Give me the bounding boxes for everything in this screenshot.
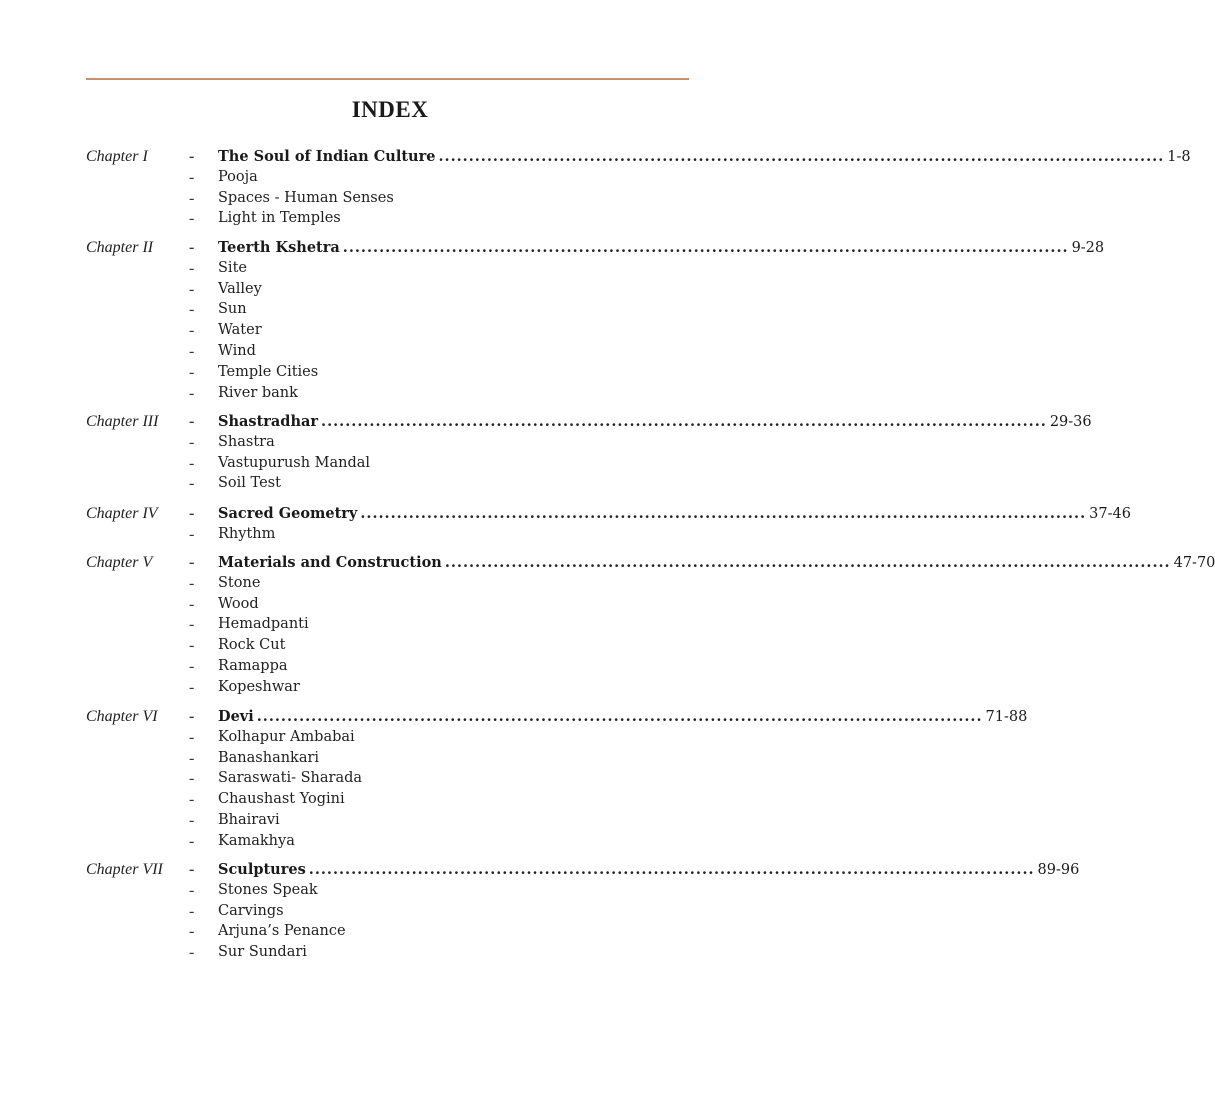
page-range: 71-88 <box>985 709 1028 725</box>
dash-marker: - <box>189 280 195 298</box>
dash-marker: - <box>189 728 195 746</box>
page-range: 37-46 <box>1089 506 1131 522</box>
topic-item[interactable]: Wind <box>218 342 256 359</box>
topic-item[interactable]: Vastupurush Mandal <box>218 454 371 471</box>
topic-item[interactable]: Temple Cities <box>218 363 319 380</box>
chapter-title[interactable]: Materials and Construction <box>218 554 442 571</box>
dash-marker: - <box>189 322 195 340</box>
topic-row <box>0 260 780 281</box>
topic-row <box>0 364 780 385</box>
topic-item[interactable]: Soil Test <box>218 475 281 492</box>
topic-item[interactable]: Rock Cut <box>218 637 286 654</box>
topic-row <box>0 791 780 812</box>
chapter-heading-row <box>0 708 1028 729</box>
chapter-label: Chapter II <box>86 239 154 256</box>
topic-row <box>0 903 780 924</box>
topic-row <box>0 833 780 854</box>
chapter-entry <box>0 413 1092 496</box>
chapter-heading <box>218 413 1092 430</box>
topic-row <box>0 637 780 658</box>
topic-row <box>0 750 780 771</box>
topic-row <box>0 596 780 617</box>
topic-item[interactable]: Rhythm <box>218 525 276 542</box>
topic-row <box>0 882 780 903</box>
dash-marker: - <box>189 923 195 941</box>
topic-item[interactable]: Stones Speak <box>218 881 318 898</box>
topic-item[interactable]: Stone <box>218 574 261 591</box>
topic-row <box>0 812 780 833</box>
topic-row <box>0 322 780 343</box>
chapter-title[interactable]: The Soul of Indian Culture <box>218 148 436 165</box>
topic-row <box>0 301 780 322</box>
chapter-label: Chapter IV <box>86 505 158 522</box>
topic-row <box>0 729 780 750</box>
chapter-label: Chapter I <box>86 148 148 165</box>
topic-row <box>0 343 780 364</box>
dash-marker: - <box>189 708 195 725</box>
dash-marker: - <box>189 148 195 165</box>
dash-marker: - <box>189 637 195 655</box>
topic-item[interactable]: Arjuna’s Penance <box>218 923 346 940</box>
topic-item[interactable]: Sun <box>218 301 247 318</box>
chapter-heading-row <box>0 148 1191 169</box>
chapter-entry <box>0 708 1028 854</box>
chapter-entry <box>0 148 1191 231</box>
dash-marker: - <box>189 475 195 493</box>
topic-item[interactable]: Kolhapur Ambabai <box>218 728 355 745</box>
topic-item[interactable]: River bank <box>218 384 298 401</box>
topic-row <box>0 658 780 679</box>
topic-row <box>0 770 780 791</box>
dash-marker: - <box>189 168 195 186</box>
leader-dots: ........................................................................................................................ <box>360 505 1087 522</box>
topic-item[interactable]: Wood <box>218 595 259 612</box>
topic-row <box>0 455 780 476</box>
topic-row <box>0 281 780 302</box>
topic-row <box>0 475 780 496</box>
topic-row <box>0 575 780 596</box>
chapter-label: Chapter VI <box>86 708 158 725</box>
dash-marker: - <box>189 616 195 634</box>
leader-dots: ........................................................................................................................ <box>444 554 1171 571</box>
chapter-heading-row <box>0 239 1105 260</box>
topic-row <box>0 190 780 211</box>
dash-marker: - <box>189 554 195 571</box>
dash-marker: - <box>189 881 195 899</box>
leader-dots: ........................................................................................................................ <box>342 239 1069 256</box>
dash-marker: - <box>189 433 195 451</box>
dash-marker: - <box>189 595 195 613</box>
dash-marker: - <box>189 861 195 878</box>
topic-item[interactable]: Hemadpanti <box>218 616 309 633</box>
chapter-heading <box>218 861 1080 878</box>
topic-item[interactable]: Sur Sundari <box>218 944 307 961</box>
chapter-label: Chapter V <box>86 554 153 571</box>
dash-marker: - <box>189 811 195 829</box>
chapter-heading <box>218 239 1105 256</box>
topic-row <box>0 616 780 637</box>
chapter-heading <box>218 505 1131 522</box>
topic-row <box>0 385 780 406</box>
topic-item[interactable]: Spaces - Human Senses <box>218 189 394 206</box>
dash-marker: - <box>189 525 195 543</box>
dash-marker: - <box>189 505 195 522</box>
chapter-title[interactable]: Devi <box>218 708 254 725</box>
page-range: 1-8 <box>1167 149 1191 165</box>
leader-dots: ........................................................................................................................ <box>438 148 1165 165</box>
topic-item[interactable]: Saraswati- Sharada <box>218 770 363 787</box>
dash-marker: - <box>189 363 195 381</box>
dash-marker: - <box>189 413 195 430</box>
dash-marker: - <box>189 791 195 809</box>
dash-marker: - <box>189 770 195 788</box>
dash-marker: - <box>189 239 195 256</box>
topic-item[interactable]: Shastra <box>218 433 275 450</box>
topic-row <box>0 169 780 190</box>
dash-marker: - <box>189 384 195 402</box>
page-range: 47-70 <box>1173 555 1215 571</box>
chapter-heading <box>218 148 1191 165</box>
dash-marker: - <box>189 210 195 228</box>
chapter-title[interactable]: Shastradhar <box>218 413 319 430</box>
chapter-title[interactable]: Sculptures <box>218 861 306 878</box>
topic-item[interactable]: Valley <box>218 280 262 297</box>
chapter-heading <box>218 708 1028 725</box>
page-title: INDEX <box>351 97 429 122</box>
dash-marker: - <box>189 944 195 962</box>
chapter-heading-row <box>0 554 1215 575</box>
dash-marker: - <box>189 832 195 850</box>
dash-marker: - <box>189 189 195 207</box>
topic-item[interactable]: Site <box>218 259 247 276</box>
dash-marker: - <box>189 902 195 920</box>
topic-item[interactable]: Bhairavi <box>218 811 280 828</box>
chapter-title[interactable]: Sacred Geometry <box>218 505 358 522</box>
chapter-entry <box>0 505 1131 547</box>
dash-marker: - <box>189 657 195 675</box>
topic-item[interactable]: Banashankari <box>218 749 320 766</box>
topic-item[interactable]: Water <box>218 322 262 339</box>
chapter-label: Chapter VII <box>86 861 163 878</box>
dash-marker: - <box>189 259 195 277</box>
leader-dots: ........................................................................................................................ <box>308 861 1035 878</box>
chapter-heading-row <box>0 861 1080 882</box>
page-range: 9-28 <box>1071 240 1105 256</box>
dash-marker: - <box>189 574 195 592</box>
dash-marker: - <box>189 678 195 696</box>
page-range: 89-96 <box>1037 862 1080 878</box>
chapter-title[interactable]: Teerth Kshetra <box>218 239 340 256</box>
chapter-heading-row <box>0 413 1092 434</box>
chapter-entry <box>0 554 1215 700</box>
topic-row <box>0 210 780 231</box>
topic-item[interactable]: Carvings <box>218 902 284 919</box>
chapter-entry <box>0 861 1080 965</box>
leader-dots: ........................................................................................................................ <box>321 413 1047 430</box>
top-rule <box>86 78 689 80</box>
topic-item[interactable]: Kamakhya <box>218 832 295 849</box>
dash-marker: - <box>189 749 195 767</box>
dash-marker: - <box>189 454 195 472</box>
topic-item[interactable]: Chaushast Yogini <box>218 791 345 808</box>
dash-marker: - <box>189 301 195 319</box>
topic-item[interactable]: Light in Temples <box>218 210 341 227</box>
leader-dots: ........................................................................................................................ <box>256 708 983 725</box>
topic-row <box>0 944 780 965</box>
topic-row <box>0 679 780 700</box>
dash-marker: - <box>189 342 195 360</box>
topic-item[interactable]: Kopeshwar <box>218 678 300 695</box>
chapter-label: Chapter III <box>86 413 159 430</box>
chapter-heading <box>218 554 1215 571</box>
page-range: 29-36 <box>1049 414 1092 430</box>
chapter-entry <box>0 239 1105 405</box>
topic-row <box>0 526 780 547</box>
topic-row <box>0 923 780 944</box>
topic-item[interactable]: Ramappa <box>218 657 288 674</box>
topic-row <box>0 434 780 455</box>
chapter-heading-row <box>0 505 1131 526</box>
topic-item[interactable]: Pooja <box>218 168 258 185</box>
